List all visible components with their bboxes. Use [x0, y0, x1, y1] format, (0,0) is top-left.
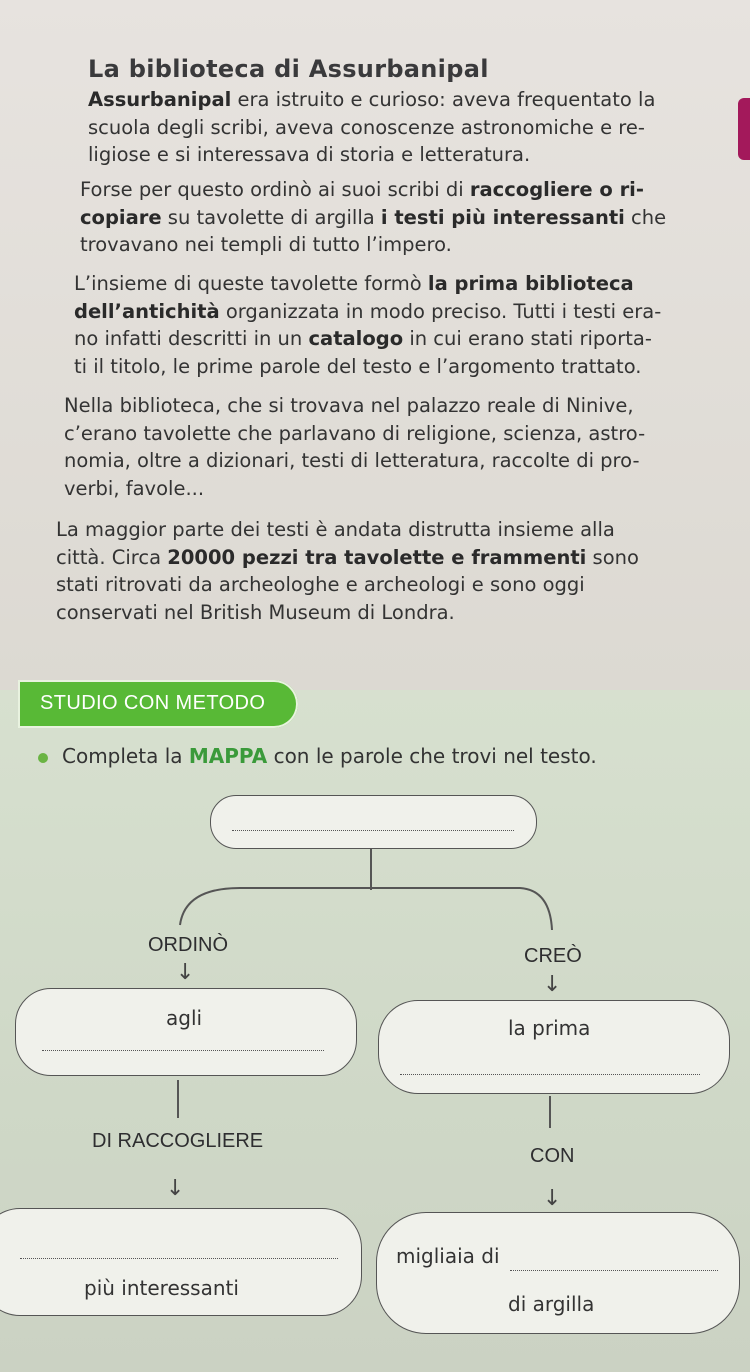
map-box-text: la prima [508, 1016, 591, 1040]
text-line: c’erano tavolette che parlavano di religione, scienza, astro- [64, 421, 646, 445]
text-line: scuola degli scribi, aveva conoscenze astronomiche e re- [88, 115, 645, 139]
instruction-text: con le parole che trovi nel testo. [267, 744, 597, 768]
text-line: su tavolette di argilla [161, 205, 381, 229]
text-line: che [624, 205, 667, 229]
text-line: ti il titolo, le prime parole del testo e l’argomento trattato. [74, 354, 642, 378]
arrow-down-icon: ↓ [543, 1186, 562, 1211]
text-line: era istruito e curioso: aveva frequentato la [231, 88, 656, 111]
text-line: Nella biblioteca, che si trovava nel palazzo reale di Ninive, [64, 394, 634, 417]
text-line: organizzata in modo preciso. Tutti i testi era- [219, 299, 662, 323]
text-line: trovavano nei templi di tutto l’impero. [80, 233, 452, 256]
bold-term: raccogliere o ri- [469, 178, 644, 201]
map-label-creo: CREÒ [524, 945, 582, 967]
section-badge-label: STUDIO CON METODO [40, 692, 266, 714]
text-line: conservati nel British Museum di Londra. [56, 600, 455, 624]
text-line: Forse per questo ordinò ai suoi scribi di [80, 178, 470, 201]
instruction-text: Completa la [62, 744, 189, 768]
page-title: La biblioteca di Assurbanipal [88, 55, 489, 83]
instruction-keyword: MAPPA [188, 744, 268, 768]
text-line: L’insieme di queste tavolette formò [74, 272, 428, 295]
text-line: città. Circa [56, 545, 168, 569]
answer-blank[interactable] [20, 1258, 338, 1259]
map-label-di-raccogliere: DI RACCOGLIERE [92, 1130, 264, 1152]
map-box-creo [378, 1000, 730, 1094]
bold-term: la prima biblioteca [427, 272, 634, 295]
bold-term: copiare [80, 205, 162, 229]
answer-blank[interactable] [42, 1050, 324, 1051]
bold-term: 20000 pezzi tra tavolette e frammenti [167, 545, 587, 569]
arrow-down-icon: ↓ [166, 1176, 185, 1201]
text-line: verbi, favole... [64, 476, 205, 500]
map-label-con: CON [530, 1145, 575, 1167]
bold-term: catalogo [308, 327, 404, 350]
bold-term: i testi più interessanti [380, 205, 625, 229]
branch-line [180, 888, 552, 930]
text-line: nomia, oltre a dizionari, testi di letteratura, raccolte di pro- [64, 449, 640, 472]
text-line: stati ritrovati da archeologhe e archeologi e sono oggi [56, 573, 585, 596]
map-box-ordino [15, 988, 357, 1076]
map-box-text: di argilla [508, 1292, 595, 1316]
map-box-text: più interessanti [84, 1276, 239, 1300]
arrow-down-icon: ↓ [176, 960, 195, 985]
answer-blank[interactable] [510, 1270, 718, 1271]
text-line: ligiose e si interessava di storia e letteratura. [88, 143, 531, 166]
text-line: sono [586, 545, 639, 569]
bold-term: Assurbanipal [88, 88, 232, 111]
map-label-ordino: ORDINÒ [148, 934, 228, 956]
text-line: La maggior parte dei testi è andata distrutta insieme alla [56, 518, 615, 541]
text-line: in cui erano stati riporta- [403, 327, 652, 350]
bold-term: dell’antichità [74, 299, 220, 323]
map-box-text: agli [166, 1006, 203, 1030]
arrow-down-icon: ↓ [543, 972, 562, 997]
map-box-text: migliaia di [396, 1244, 500, 1268]
text-line: no infatti descritti in un [74, 327, 309, 350]
answer-blank[interactable] [400, 1074, 700, 1075]
